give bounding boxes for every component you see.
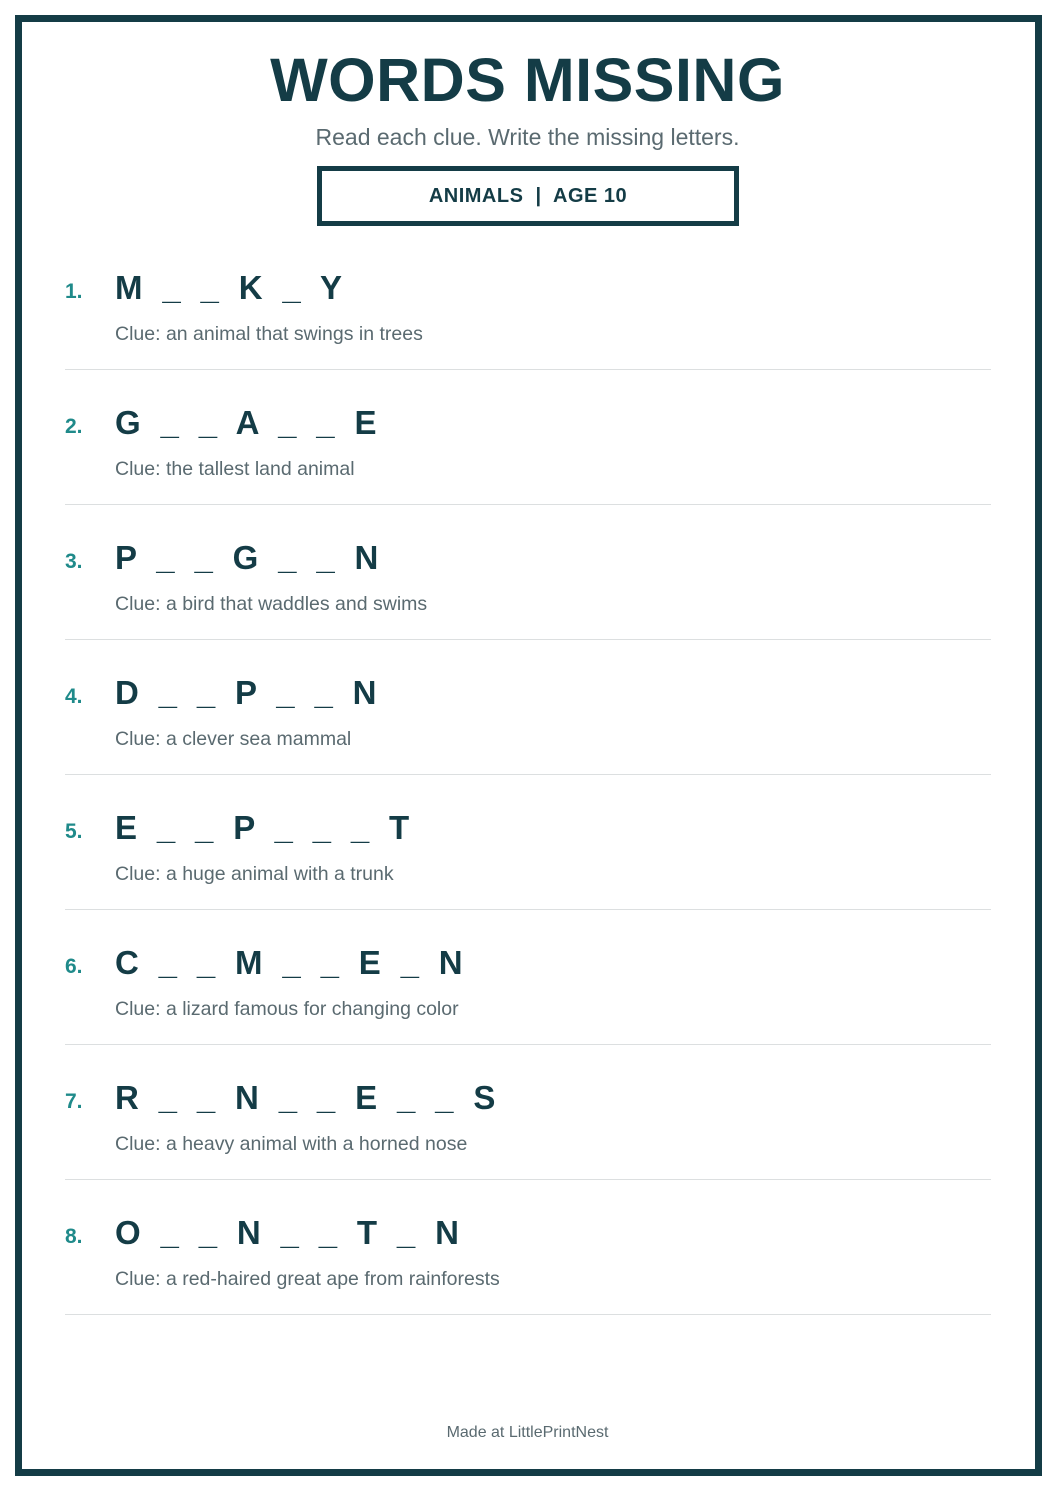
missing-word-puzzle: P _ _ G _ _ N: [115, 539, 379, 576]
missing-word-puzzle: D _ _ P _ _ N: [115, 674, 378, 711]
puzzle-item-5: [65, 775, 991, 910]
missing-word-puzzle: E _ _ P _ _ _ T: [115, 809, 410, 846]
item-number: 6.: [65, 955, 83, 978]
missing-word-puzzle: C _ _ M _ _ E _ N: [115, 944, 464, 981]
missing-word-puzzle: G _ _ A _ _ E: [115, 404, 377, 441]
item-number: 7.: [65, 1090, 83, 1113]
clue-text: Clue: the tallest land animal: [115, 458, 355, 480]
puzzle-item-1: [65, 235, 991, 370]
page-title: WORDS MISSING: [270, 46, 785, 114]
puzzle-item-8: [65, 1180, 991, 1315]
puzzle-item-7: [65, 1045, 991, 1180]
clue-text: Clue: a clever sea mammal: [115, 728, 352, 750]
missing-word-puzzle: M _ _ K _ Y: [115, 269, 343, 306]
footer-credit: Made at LittlePrintNest: [446, 1424, 609, 1441]
puzzle-item-2: [65, 370, 991, 505]
clue-text: Clue: a huge animal with a trunk: [115, 863, 394, 885]
item-number: 5.: [65, 820, 83, 843]
puzzle-item-6: [65, 910, 991, 1045]
item-number: 4.: [65, 685, 83, 708]
page-subtitle: Read each clue. Write the missing letters.: [315, 124, 740, 150]
item-number: 2.: [65, 415, 83, 438]
item-number: 8.: [65, 1225, 83, 1248]
category-badge: ANIMALS | AGE 10: [317, 166, 739, 226]
clue-text: Clue: a lizard famous for changing color: [115, 998, 459, 1020]
clue-text: Clue: a bird that waddles and swims: [115, 593, 428, 615]
item-number: 1.: [65, 280, 83, 303]
clue-text: Clue: a red-haired great ape from rainforests: [115, 1268, 500, 1290]
puzzle-list: [65, 235, 991, 1315]
item-number: 3.: [65, 550, 83, 573]
clue-text: Clue: an animal that swings in trees: [115, 323, 423, 345]
missing-word-puzzle: O _ _ N _ _ T _ N: [115, 1214, 460, 1251]
puzzle-item-4: [65, 640, 991, 775]
missing-word-puzzle: R _ _ N _ _ E _ _ S: [115, 1079, 496, 1116]
clue-text: Clue: a heavy animal with a horned nose: [115, 1133, 468, 1155]
puzzle-item-3: [65, 505, 991, 640]
